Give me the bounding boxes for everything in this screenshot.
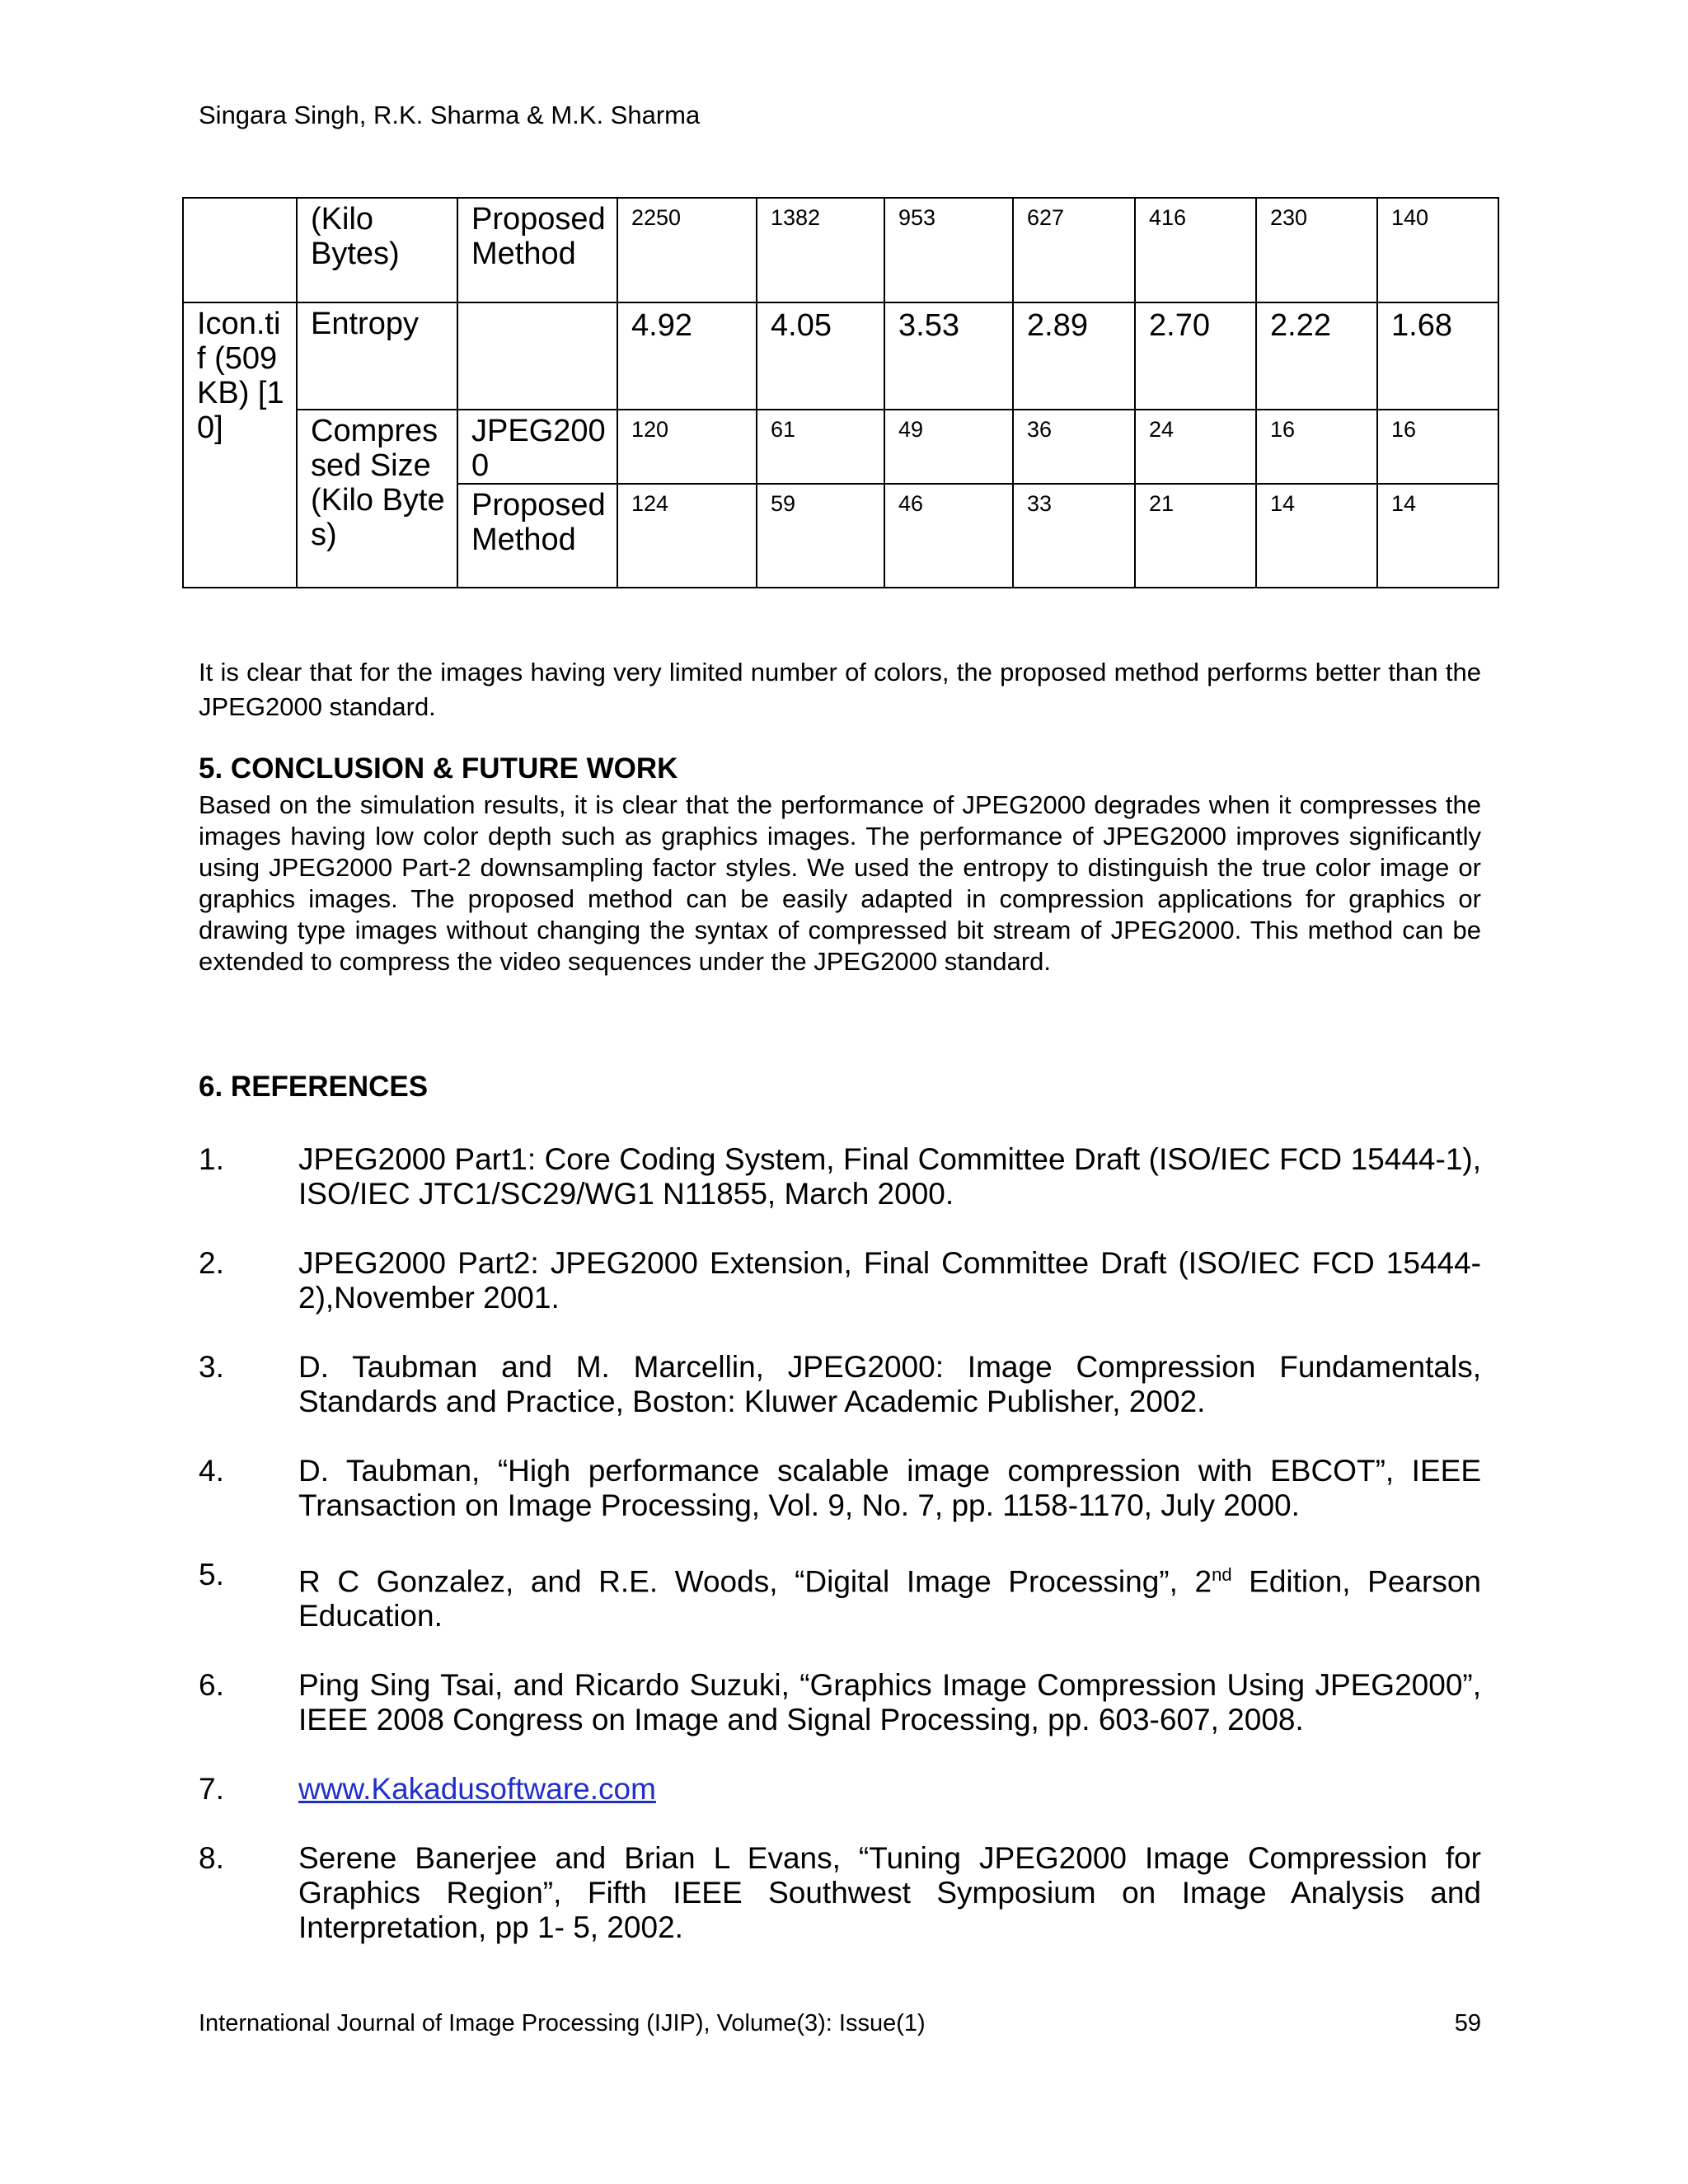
- table-cell-value: 124: [617, 484, 757, 588]
- table-cell-value: 46: [884, 484, 1013, 588]
- table-cell-value: 140: [1377, 198, 1498, 302]
- reference-text: Serene Banerjee and Brian L Evans, “Tuning JPEG2000 Image Compression for Graphics Region”, Fifth IEEE Southwest Symposium on Image Analysis and Interpretation, pp 1- 5, 2002.: [298, 1841, 1481, 1945]
- reference-number: 3.: [199, 1350, 224, 1384]
- page-number: 59: [1454, 2010, 1481, 2036]
- references-heading: 6. REFERENCES: [199, 1071, 429, 1103]
- table-cell-method: JPEG2000: [457, 410, 617, 484]
- table-cell-unit-label: (Kilo Bytes): [297, 198, 457, 302]
- reference-item: [199, 1142, 1481, 1212]
- table-cell-value: 2.70: [1135, 302, 1256, 410]
- journal-name: International Journal of Image Processing (IJIP), Volume(3): Issue(1): [199, 2010, 926, 2036]
- reference-text: JPEG2000 Part1: Core Coding System, Final Committee Draft (ISO/IEC FCD 15444-1), ISO/IEC JTC1/SC29/WG1 N11855, March 2000.: [298, 1142, 1481, 1211]
- table-cell-value: 3.53: [884, 302, 1013, 410]
- table-cell-empty: [183, 198, 297, 302]
- table-cell-empty: [457, 302, 617, 410]
- table-cell-value: 14: [1377, 484, 1498, 588]
- reference-number: 8.: [199, 1841, 224, 1876]
- table-cell-value: 16: [1377, 410, 1498, 484]
- reference-item: [199, 1454, 1481, 1523]
- table-row: [183, 410, 1498, 484]
- reference-item: [199, 1841, 1481, 1945]
- table-cell-method: Proposed Method: [457, 484, 617, 588]
- table-cell-value: 24: [1135, 410, 1256, 484]
- table-cell-value: 2250: [617, 198, 757, 302]
- reference-text-start: R C Gonzalez, and R.E. Woods, “Digital Image Processing”, 2: [298, 1564, 1212, 1599]
- table-cell-value: 120: [617, 410, 757, 484]
- conclusion-paragraph: Based on the simulation results, it is clear that the performance of JPEG2000 degrades when it compresses the images having low color depth such as graphics images. The performance of JPEG2000 improves significantly using JPEG2000 Part-2 downsampling factor styles. We used the entropy to distinguish the true color image or graphics images. The proposed method can be easily adapted in compression applications for graphics or drawing type images without changing the syntax of compressed bit stream of JPEG2000. This method can be extended to compress the video sequences under the JPEG2000 standard.: [199, 790, 1481, 976]
- running-header: Singara Singh, R.K. Sharma & M.K. Sharma: [199, 101, 701, 129]
- table-cell-method: Proposed Method: [457, 198, 617, 302]
- reference-number: 4.: [199, 1454, 224, 1488]
- table-cell-value: 2.22: [1256, 302, 1377, 410]
- table-cell-value: 59: [757, 484, 884, 588]
- table-cell-value: 4.92: [617, 302, 757, 410]
- reference-text: [298, 1772, 1481, 1807]
- page-footer: [199, 2008, 1481, 2038]
- table-cell-value: 230: [1256, 198, 1377, 302]
- table-cell-value: 61: [757, 410, 884, 484]
- table-cell-value: 416: [1135, 198, 1256, 302]
- table-cell-value: 16: [1256, 410, 1377, 484]
- reference-item: [199, 1772, 1481, 1807]
- table-cell-value: 33: [1013, 484, 1135, 588]
- table-cell-entropy-label: Entropy: [297, 302, 457, 410]
- reference-text: D. Taubman and M. Marcellin, JPEG2000: Image Compression Fundamentals, Standards and Practice, Boston: Kluwer Academic Publisher, 2002.: [298, 1350, 1481, 1418]
- table-cell-value: 36: [1013, 410, 1135, 484]
- reference-superscript: nd: [1212, 1564, 1232, 1585]
- table-cell-value: 49: [884, 410, 1013, 484]
- table-cell-compressed-label: Compressed Size(Kilo Bytes): [297, 410, 457, 588]
- references-list: [199, 1142, 1481, 1980]
- results-table: [182, 197, 1499, 588]
- table-cell-value: 21: [1135, 484, 1256, 588]
- reference-number: 6.: [199, 1668, 224, 1703]
- table-cell-image-label: Icon.tif (509 KB) [10]: [183, 302, 297, 588]
- reference-text: JPEG2000 Part2: JPEG2000 Extension, Final Committee Draft (ISO/IEC FCD 15444-2),November 2001.: [298, 1246, 1481, 1315]
- table-cell-value: 14: [1256, 484, 1377, 588]
- reference-text-end: Edition, Pearson Education.: [298, 1564, 1481, 1633]
- table-cell-value: 627: [1013, 198, 1135, 302]
- reference-number: 2.: [199, 1246, 224, 1280]
- reference-text: Ping Sing Tsai, and Ricardo Suzuki, “Graphics Image Compression Using JPEG2000”, IEEE 2008 Congress on Image and Signal Processing, pp. 603-607, 2008.: [298, 1668, 1481, 1737]
- reference-number: 1.: [199, 1142, 224, 1176]
- table-cell-value: 1.68: [1377, 302, 1498, 410]
- reference-item: [199, 1350, 1481, 1419]
- reference-item: [199, 1246, 1481, 1315]
- reference-item: [199, 1558, 1481, 1633]
- reference-number: 7.: [199, 1772, 224, 1807]
- reference-number: 5.: [199, 1558, 224, 1591]
- conclusion-heading: 5. CONCLUSION & FUTURE WORK: [199, 752, 678, 785]
- table-row: [183, 198, 1498, 302]
- table-cell-value: 1382: [757, 198, 884, 302]
- table-cell-value: 2.89: [1013, 302, 1135, 410]
- table-cell-value: 953: [884, 198, 1013, 302]
- table-row: [183, 302, 1498, 410]
- kakadu-link[interactable]: www.Kakadusoftware.com: [298, 1772, 656, 1807]
- intro-paragraph: It is clear that for the images having very limited number of colors, the proposed method performs better than the JPEG2000 standard.: [199, 658, 1481, 721]
- table-cell-value: 4.05: [757, 302, 884, 410]
- reference-text: [298, 1558, 1481, 1633]
- reference-text: D. Taubman, “High performance scalable image compression with EBCOT”, IEEE Transaction on Image Processing, Vol. 9, No. 7, pp. 1158-1170, July 2000.: [298, 1454, 1481, 1522]
- reference-item: [199, 1668, 1481, 1737]
